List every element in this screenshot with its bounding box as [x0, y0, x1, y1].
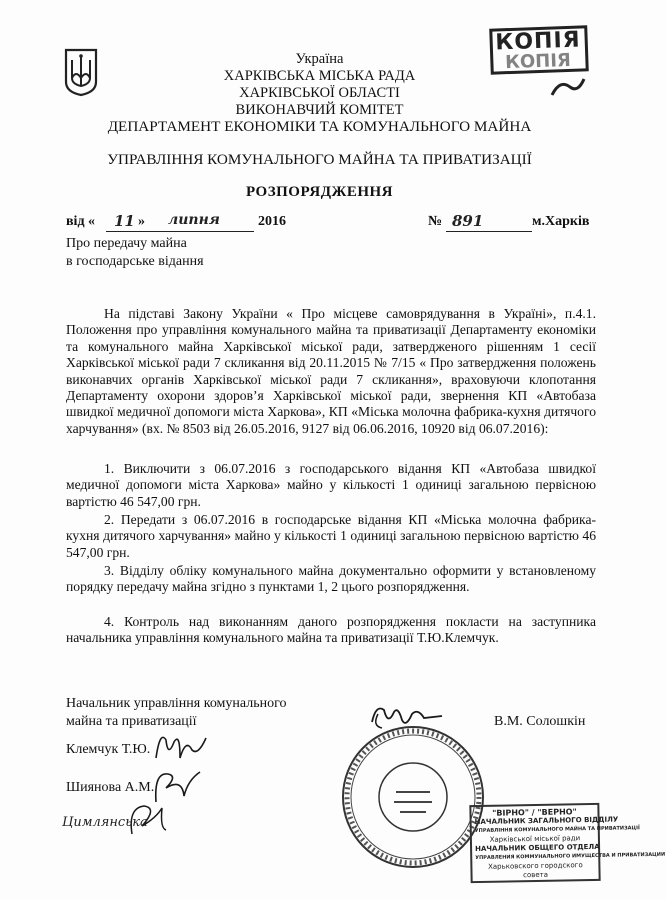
- body-item-2: 2. Передати з 06.07.2016 в господарське відання КП «Міська молочна фабрика-кухня дитячого харчування» майно у кількості 1 одиниці загальною первісною вартістю 46 547,00 грн.: [66, 512, 596, 560]
- body-item-1: 1. Виключити з 06.07.2016 з господарського відання КП «Автобаза швидкої медичної допомоги міста Харкова» майно у кількості 1 одиниці загальною первісною вартістю 46 547,00 грн.: [66, 461, 596, 509]
- stamp-line-2: НАЧАЛЬНИК ЗАГАЛЬНОГО ВІДДІЛУ: [474, 815, 619, 827]
- signatory-title-line1: Начальник управління комунального: [66, 696, 287, 711]
- date-prefix: від «: [66, 214, 96, 229]
- date-mid: »: [138, 214, 145, 229]
- body-item-3: 3. Відділу обліку комунального майна документально оформити у встановленому порядку передачу майна згідно з пунктами 1, 2 цього розпорядження.: [66, 563, 596, 595]
- stamp-line-3: УПРАВЛІННЯ КОМУНАЛЬНОГО МАЙНА ТА ПРИВАТИЗАЦІЇ: [474, 825, 640, 835]
- header-executive-committee: ВИКОНАВЧИЙ КОМІТЕТ: [235, 102, 404, 118]
- approval-klemchuk: Клемчук Т.Ю.: [66, 742, 151, 757]
- date-year: 2016: [258, 214, 286, 229]
- certification-stamp: [469, 803, 666, 883]
- subject-line1: Про передачу майна: [66, 236, 187, 251]
- doc-number: 891: [452, 212, 484, 230]
- subject-line2: в господарське відання: [66, 254, 204, 269]
- body-preamble: На підставі Закону України « Про місцеве самоврядування в Україні», п.4.1. Положення про управління комунального майна та приватизації Департаменту економіки та комунального майна Харківської міської ради, затвердженого рішенням 1 сесії Харківської міської ради 7 скликання від 20.11.2015 № 7/15 « Про затвердження положень виконавчих органів Харківської міської ради 7 скликання», враховуючи клопотання Департаменту охорони здоров’я Харківської міської ради, звернення КП «Автобаза швидкої медичної допомоги міста Харкова», КП «Міська молочна фабрика-кухня дитячого харчування» (вх. № 8503 від 26.05.2016, 9127 від 06.06.2016, 10920 від 06.07.2016):: [66, 306, 596, 436]
- header-department: ДЕПАРТАМЕНТ ЕКОНОМІКИ ТА КОМУНАЛЬНОГО МАЙНА: [107, 118, 532, 135]
- body-item-4: 4. Контроль над виконанням даного розпорядження покласти на заступника начальника управління комунального майна та приватизації Т.Ю.Клемчук.: [66, 614, 596, 646]
- header-directorate: УПРАВЛІННЯ КОМУНАЛЬНОГО МАЙНА ТА ПРИВАТИЗАЦІЇ: [107, 151, 532, 168]
- stamp-line-7: Харьковского городского совета: [487, 861, 583, 880]
- header-country: Україна: [295, 51, 344, 67]
- header-city-council: ХАРКІВСЬКА МІСЬКА РАДА: [223, 68, 416, 84]
- doc-type-title: РОЗПОРЯДЖЕННЯ: [245, 184, 394, 200]
- date-line: [66, 214, 606, 236]
- date-day: 11: [114, 212, 135, 230]
- date-underline: [106, 231, 254, 232]
- doc-city: м.Харків: [532, 214, 590, 229]
- signatory-title-line2: майна та приватизації: [66, 714, 197, 729]
- stamp-line-1: "ВІРНО" / "ВЕРНО": [492, 807, 577, 818]
- copy-stamp-text: КОПІЯ: [494, 27, 582, 56]
- signatory-name: В.М. Солошкін: [494, 714, 586, 729]
- approval-shiyanova: Шиянова А.М.: [66, 780, 155, 795]
- stamp-line-5: НАЧАЛЬНИК ОБЩЕГО ОТДЕЛА: [475, 842, 600, 854]
- copy-stamp-text-repeat: КОПІЯ: [504, 49, 572, 74]
- approval-signature-3: [126, 800, 170, 840]
- header-region: ХАРКІВСЬКОЇ ОБЛАСТІ: [239, 85, 400, 101]
- number-underline: [446, 231, 532, 232]
- number-prefix: №: [428, 214, 443, 229]
- approval-tsymlianska: Цимлянська: [62, 815, 148, 830]
- date-month: липня: [168, 212, 220, 228]
- approval-signature-1: [150, 728, 210, 768]
- stamp-line-6: УПРАВЛЕНИЯ КОММУНАЛЬНОГО ИМУЩЕСТВА И ПРИВАТИЗАЦИИ: [475, 851, 666, 862]
- official-round-seal: [338, 722, 488, 872]
- stamp-line-4: Харківської міської ради: [489, 834, 581, 844]
